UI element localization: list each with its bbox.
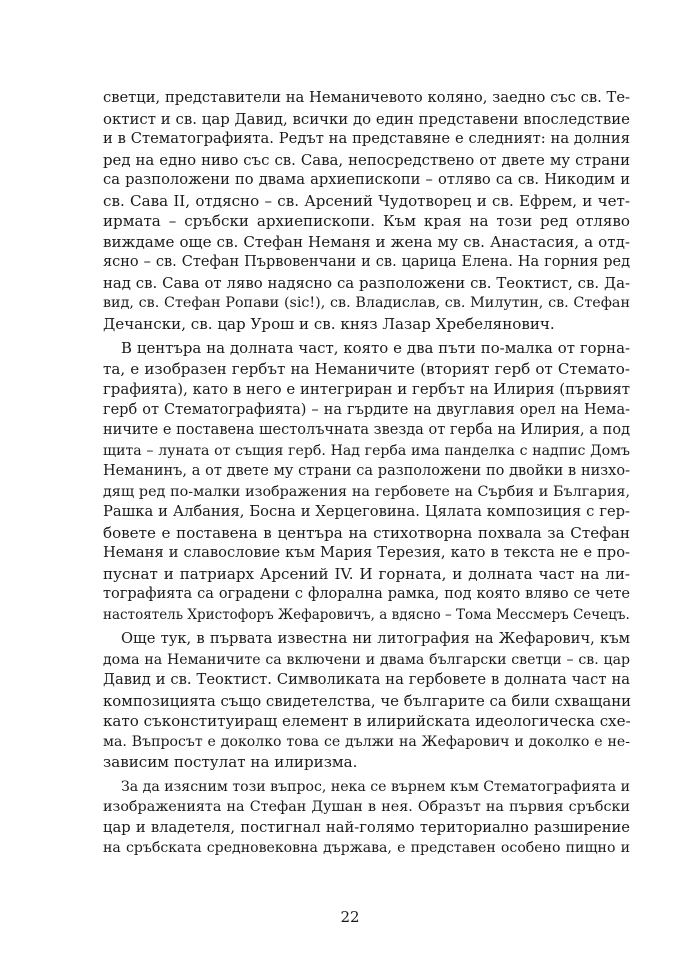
- text-line: графията), като в него е интегриран и гербът на Илирия (първият: [103, 380, 630, 398]
- text-line: вид, св. Стефан Ропави (sic!), св. Владислав, св. Милутин, св. Стефан: [103, 295, 630, 311]
- text-line: настоятель Христофоръ Жефаровичъ, а вдясно – Тома Мессмеръ Сечецъ.: [103, 606, 630, 623]
- text-line: тографията са оградени с флорална рамка, под която вляво се чете: [103, 586, 630, 602]
- paragraph: [103, 88, 630, 334]
- text-line: Рашка и Албания, Босна и Херцеговина. Цялата композиция с гер-: [103, 503, 630, 520]
- page-number: 22: [340, 908, 360, 926]
- text-line: ничите е поставена шестолъчната звезда от герба на Илирия, а под: [103, 422, 630, 438]
- page-body: [103, 88, 630, 859]
- text-line: св. Сава II, отдясно – св. Арсений Чудотворец и св. Ефрем, и чет-: [103, 191, 630, 210]
- text-line: изображенията на Стефан Душан в нея. Образът на първия сръбски: [103, 799, 630, 815]
- text-line: бовете е поставена в центъра на стихотворна похвала за Стефан: [103, 523, 630, 542]
- text-line: ясно – св. Стефан Първовенчани и св. царица Елена. На горния ред: [103, 254, 630, 270]
- text-line: октист и св. цар Давид, всички до един представени впоследствие: [103, 109, 630, 128]
- text-line: За да изясним този въпрос, нека се върнем към Стематографията и: [121, 778, 631, 795]
- text-line: та, е изобразен гербът на Неманичите (вторият герб от Стемато-: [103, 359, 630, 378]
- text-line: светци, представители на Неманичевото коляно, заедно със св. Те-: [103, 89, 630, 106]
- text-line: ма. Въпросът е доколко това се дължи на Жефарович и доколко е не-: [103, 733, 630, 750]
- paragraph: [103, 338, 630, 625]
- text-line: цар и владетеля, постигнал най-голямо териториално разширение: [103, 818, 630, 836]
- text-line: ирмата – сръбски архиепископи. Към края на този ред отляво: [103, 212, 630, 230]
- text-line: Още тук, в първата известна ни литография на Жефарович, към: [121, 630, 630, 647]
- text-line: като съконституиращ елемент в илирийската идеологическа схе-: [103, 712, 631, 730]
- text-line: герб от Стематографията) – на гърдите на двуглавия орел на Нема-: [103, 401, 630, 418]
- text-line: виждаме още св. Стефан Неманя и жена му св. Анастасия, а отд-: [103, 232, 630, 251]
- text-line: над св. Сава от ляво надясно са разположени св. Теоктист, св. Да-: [103, 273, 630, 292]
- paragraph: [103, 777, 630, 859]
- text-line: пуснат и патриарх Арсений IV. И горната, и долната част на ли-: [103, 564, 630, 583]
- text-line: Неманя и славословие към Мария Терезия, като в текста не е про-: [103, 544, 630, 561]
- text-line: дома на Неманичите са включени и двама български светци – св. цар: [103, 651, 630, 668]
- text-line: Дечански, св. цар Урош и св. княз Лазар Хребелянович.: [103, 314, 555, 333]
- text-line: дящ ред по-малки изображения на гербовете на Сърбия и България,: [103, 483, 630, 500]
- text-line: са разположени по двама архиепископи – отляво са св. Никодим и: [103, 171, 630, 188]
- text-line: зависим постулат на илиризма.: [103, 753, 358, 771]
- text-line: ред на едно ниво със св. Сава, непосредствено от двете му страни: [103, 150, 630, 169]
- text-line: и в Стематографията. Редът на представяне е следният: на долния: [103, 130, 630, 147]
- text-line: В центъра на долната част, която е два пъти по-малка от горна-: [121, 339, 630, 357]
- text-line: на сръбската средновековна държава, е представен особено пищно и: [103, 840, 630, 856]
- text-line: щита – луната от същия герб. Над герба има панделка с надпис Домъ: [103, 442, 630, 459]
- text-line: Давид и св. Теоктист. Символиката на гербовете в долната част на: [103, 671, 630, 688]
- paragraph: [103, 629, 630, 773]
- text-line: Неманинъ, а от двете му страни са разположени по двойки в низхо-: [103, 463, 630, 479]
- text-line: композицията също свидетелства, че българите са били схващани: [103, 691, 632, 710]
